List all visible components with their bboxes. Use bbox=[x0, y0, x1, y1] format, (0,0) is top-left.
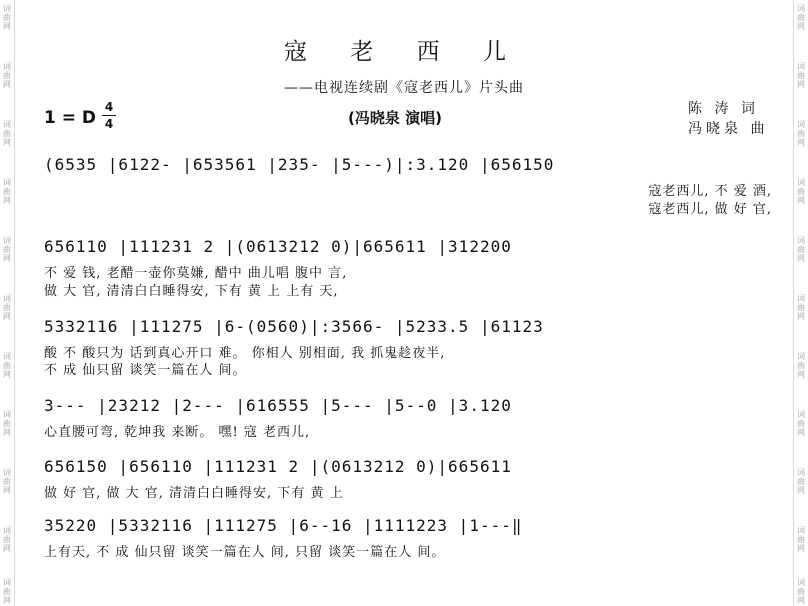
watermark-text: 词曲网 bbox=[3, 120, 11, 147]
notation-row-5: 656150 |656110 |111231 2 |(0613212 0)|665611 bbox=[44, 457, 512, 476]
notation-row-6: 35220 |5332116 |111275 |6--16 |1111223 |1---‖ bbox=[44, 516, 523, 535]
lyricist-credit: 陈 涛 词 bbox=[688, 101, 759, 117]
notation-row-3: 5332116 |111275 |6-(0560)|:3566- |5233.5 |61123 bbox=[44, 317, 544, 336]
watermark-text: 词曲网 bbox=[3, 294, 11, 321]
lyrics-row-2-verse-1: 不 爱 钱, 老醋一壶你莫嫌, 醋中 曲儿唱 腹中 言, bbox=[44, 266, 348, 281]
watermark-text: 词曲网 bbox=[797, 578, 805, 605]
lyrics-row-5: 做 好 官, 做 大 官, 清清白白睡得安, 下有 黄 上 bbox=[44, 486, 344, 501]
lyrics-row-3-verse-1: 酸 不 酸只为 话到真心开口 难。 你相人 别相面, 我 抓鬼趁夜半, bbox=[44, 346, 446, 361]
song-subtitle: ——电视连续剧《寇老西儿》片头曲 bbox=[284, 80, 524, 96]
lyrics-row-1-verse-1: 寇老西儿, 不 爱 酒, bbox=[648, 184, 772, 199]
lyrics-row-6: 上有天, 不 成 仙只留 谈笑一篇在人 间, 只留 谈笑一篇在人 间。 bbox=[44, 545, 446, 560]
watermark-text: 词曲网 bbox=[3, 178, 11, 205]
watermark-text: 词曲网 bbox=[797, 120, 805, 147]
watermark-text: 词曲网 bbox=[797, 62, 805, 89]
notation-row-4: 3--- |23212 |2--- |616555 |5--- |5--0 |3.120 bbox=[44, 396, 512, 415]
lyrics-row-1-verse-2: 寇老西儿, 做 好 官, bbox=[648, 202, 772, 217]
watermark-text: 词曲网 bbox=[3, 578, 11, 605]
singer-credit: (冯晓泉 演唱) bbox=[348, 109, 442, 127]
watermark-text: 词曲网 bbox=[3, 4, 11, 31]
lyrics-row-4: 心直腰可弯, 乾坤我 来断。 嘿! 寇 老西儿, bbox=[44, 425, 311, 440]
watermark-text: 词曲网 bbox=[3, 526, 11, 553]
composer-credit: 冯晓泉 曲 bbox=[688, 121, 769, 137]
watermark-text: 词曲网 bbox=[797, 352, 805, 379]
time-numerator: 4 bbox=[104, 100, 114, 114]
time-signature-divider bbox=[102, 115, 116, 116]
watermark-text: 词曲网 bbox=[3, 410, 11, 437]
watermark-text: 词曲网 bbox=[3, 352, 11, 379]
watermark-text: 词曲网 bbox=[797, 4, 805, 31]
watermark-text: 词曲网 bbox=[797, 526, 805, 553]
lyrics-row-2-verse-2: 做 大 官, 清清白白睡得安, 下有 黄 上 上有 天, bbox=[44, 284, 339, 299]
notation-row-1: (6535 |6122- |653561 |235- |5---)|:3.120 |656150 bbox=[44, 155, 555, 174]
watermark-text: 词曲网 bbox=[797, 410, 805, 437]
time-denominator: 4 bbox=[104, 117, 114, 131]
notation-row-2: 656110 |111231 2 |(0613212 0)|665611 |312200 bbox=[44, 237, 512, 256]
watermark-text: 词曲网 bbox=[3, 62, 11, 89]
song-title: 寇 老 西 儿 bbox=[284, 39, 524, 65]
watermark-text: 词曲网 bbox=[797, 294, 805, 321]
lyrics-row-3-verse-2: 不 成 仙只留 谈笑一篇在人 间。 bbox=[44, 363, 247, 378]
watermark-text: 词曲网 bbox=[3, 468, 11, 495]
watermark-text: 词曲网 bbox=[3, 236, 11, 263]
watermark-text: 词曲网 bbox=[797, 468, 805, 495]
time-signature bbox=[102, 100, 116, 131]
watermark-text: 词曲网 bbox=[797, 236, 805, 263]
watermark-text: 词曲网 bbox=[797, 178, 805, 205]
key-signature: 1 = D bbox=[44, 108, 97, 128]
